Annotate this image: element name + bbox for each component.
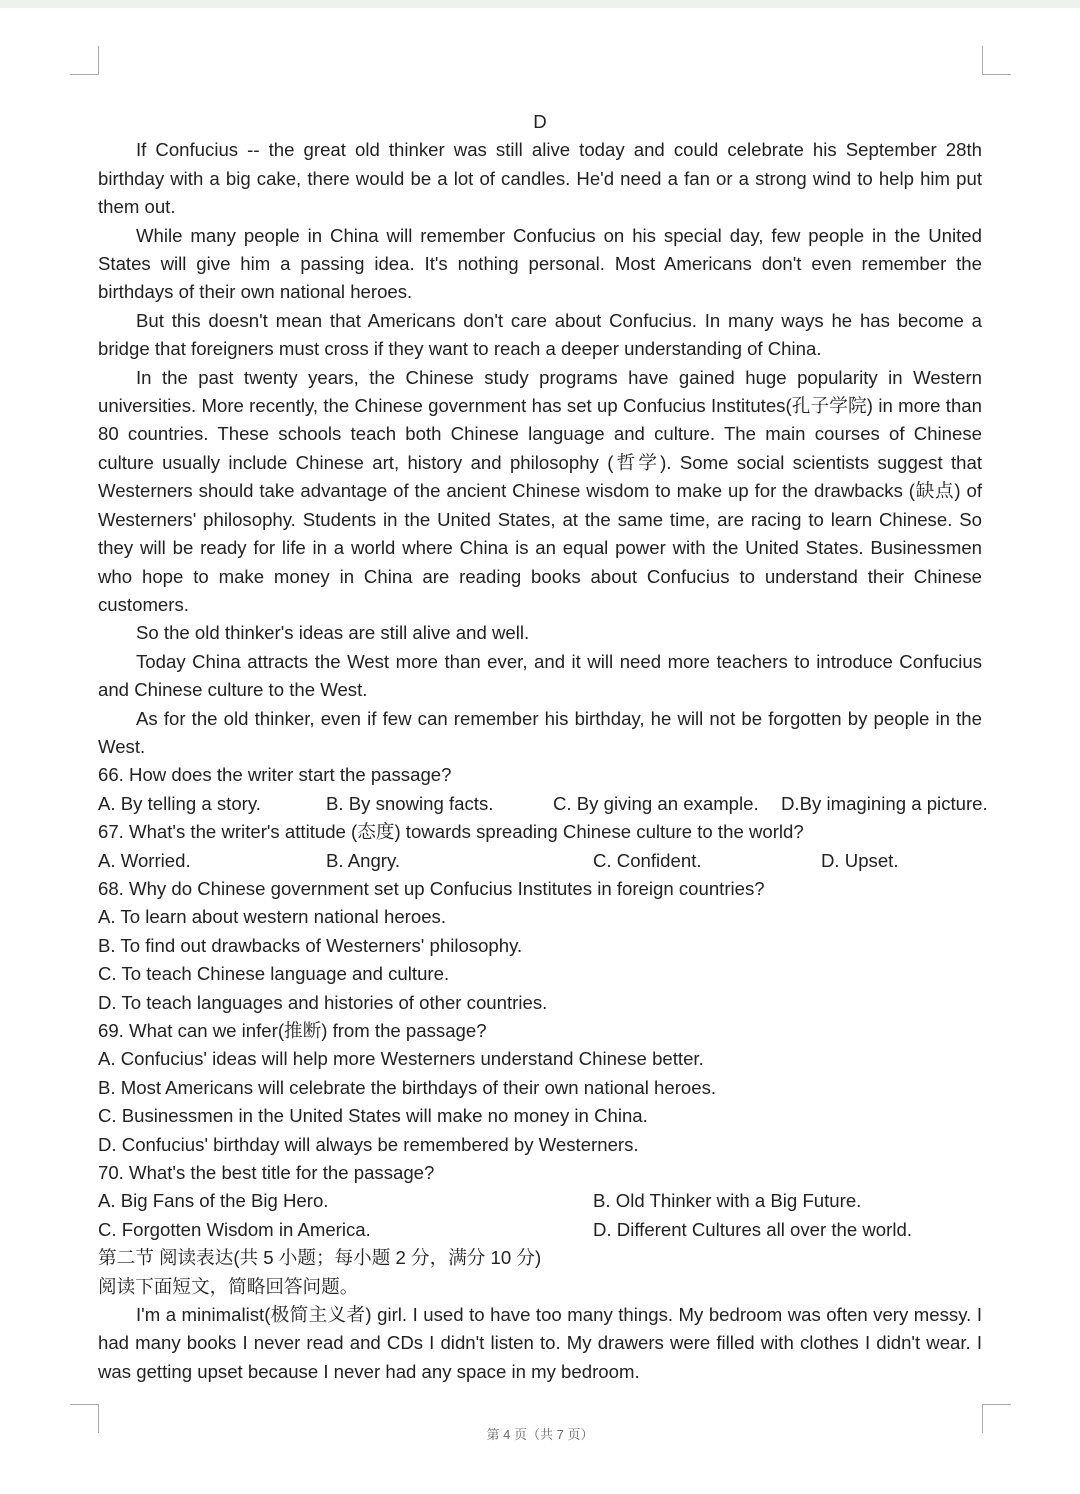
answer-option: C. Forgotten Wisdom in America. <box>98 1218 371 1240</box>
question: 67. What's the writer's attitude (态度) towards spreading Chinese culture to the world? <box>98 821 804 843</box>
section2-heading: 第二节 阅读表达(共 5 小题；每小题 2 分，满分 10 分) <box>98 1247 542 1269</box>
paragraph: But this doesn't mean that Americans don't care about Confucius. In many ways he has become a bridge that foreigners must cross if they want to reach a deeper understanding of China. <box>98 309 982 360</box>
answer-option: A. To learn about western national heroes. <box>98 906 446 928</box>
section2-passage: I'm a minimalist(极简主义者) girl. I used to have too many things. My bedroom was often very messy. I had many books I never read and CDs I didn't listen to. My drawers were filled with clothes I didn't wear. I was getting upset because I never had any space in my bedroom. <box>98 1304 982 1382</box>
answer-option: C. To teach Chinese language and culture. <box>98 963 450 985</box>
page-content <box>98 108 988 1386</box>
questions <box>98 761 988 1244</box>
answer-option: B. Old Thinker with a Big Future. <box>593 1190 862 1212</box>
answer-option: A. Confucius' ideas will help more Westerners understand Chinese better. <box>98 1048 704 1070</box>
question: 70. What's the best title for the passage? <box>98 1162 435 1183</box>
answer-option: B. Angry. <box>326 849 401 871</box>
answer-option: A. By telling a story. <box>98 792 261 814</box>
question: 66. How does the writer start the passage? <box>98 764 452 786</box>
top-bar <box>0 0 1080 8</box>
answer-option: B. Most Americans will celebrate the birthdays of their own national heroes. <box>98 1076 717 1098</box>
answer-option: C. Confident. <box>593 849 702 871</box>
answer-option: D. To teach languages and histories of other countries. <box>98 991 548 1013</box>
answer-option: A. Big Fans of the Big Hero. <box>98 1190 329 1212</box>
answer-option: D. Upset. <box>821 849 899 871</box>
answer-option: B. To find out drawbacks of Westerners' philosophy. <box>98 934 523 956</box>
paragraph: While many people in China will remember Confucius on his special day, few people in the United States will give him a passing idea. It's nothing personal. Most Americans don't even remember the birthdays of their own national heroes. <box>98 224 982 303</box>
answer-option: C. By giving an example. <box>553 792 759 814</box>
answer-option: D. Confucius' birthday will always be remembered by Westerners. <box>98 1133 639 1155</box>
paragraph: Today China attracts the West more than ever, and it will need more teachers to introduce Confucius and Chinese culture to the West. <box>98 650 982 701</box>
answer-option: B. By snowing facts. <box>326 792 494 814</box>
paragraph: If Confucius -- the great old thinker was still alive today and could celebrate his September 28th birthday with a big cake, there would be a lot of candles. He'd need a fan or a strong wind to help him put them out. <box>98 139 982 218</box>
section2-instruction: 阅读下面短文，简略回答问题。 <box>98 1275 359 1297</box>
answer-option: D.By imagining a picture. <box>781 792 988 814</box>
section-letter: D <box>533 111 547 132</box>
question: 68. Why do Chinese government set up Confucius Institutes in foreign countries? <box>98 877 765 899</box>
answer-option: D. Different Cultures all over the world. <box>593 1218 912 1240</box>
passage <box>98 136 982 761</box>
question: 69. What can we infer(推断) from the passage? <box>98 1019 487 1041</box>
paragraph: As for the old thinker, even if few can remember his birthday, he will not be forgotten by people in the West. <box>98 707 982 757</box>
paragraph: So the old thinker's ideas are still alive and well. <box>136 622 530 644</box>
crop-mark <box>70 46 99 75</box>
paragraph: In the past twenty years, the Chinese study programs have gained huge popularity in Western universities. More recently, the Chinese government has set up Confucius Institutes(孔子学院) in more than 80 countries. These schools teach both Chinese language and culture. The main courses of Chinese culture usually include Chinese art, history and philosophy (哲学). Some social scientists suggest that Westerners should take advantage of the ancient Chinese wisdom to make up for the drawbacks (缺点) of Westerners' philosophy. Students in the United States, at the same time, are racing to learn Chinese. So they will be ready for life in a world where China is an equal power with the United States. Businessmen who hope to make money in China are reading books about Confucius to understand their Chinese customers. <box>98 366 982 615</box>
answer-option: A. Worried. <box>98 849 191 871</box>
page-footer: 第 4 页（共 7 页） <box>486 1427 594 1442</box>
answer-option: C. Businessmen in the United States will make no money in China. <box>98 1105 648 1127</box>
crop-mark <box>982 46 1011 75</box>
